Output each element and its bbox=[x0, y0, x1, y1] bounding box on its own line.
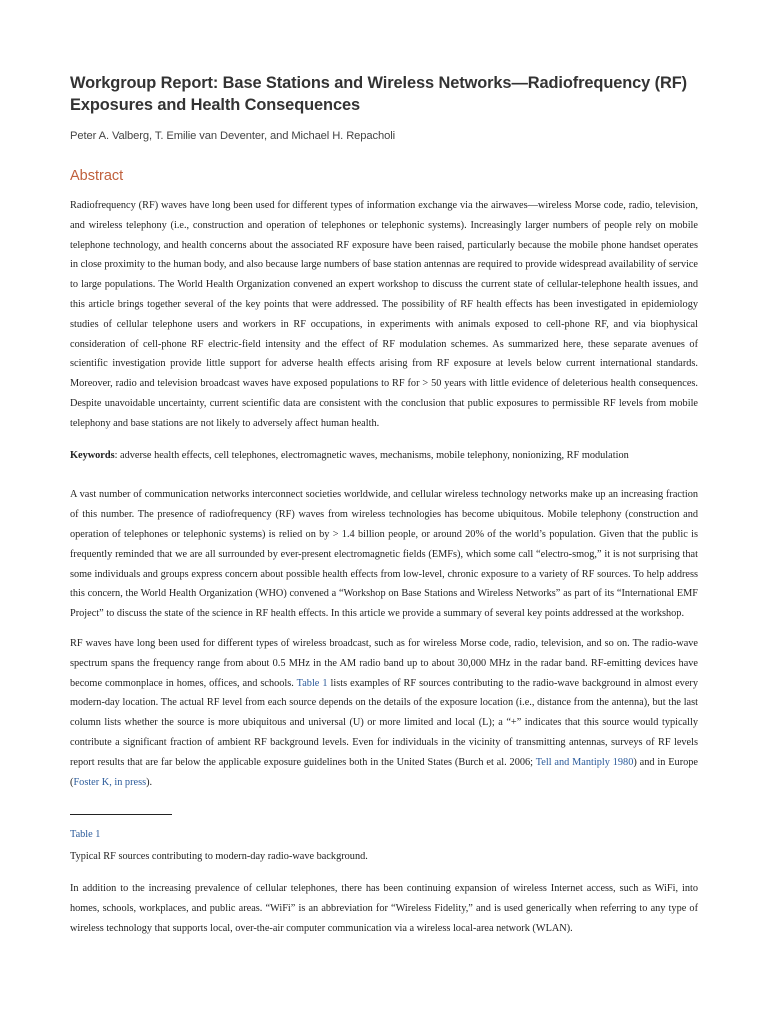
body-paragraph-3: In addition to the increasing prevalence of cellular telephones, there has been continuing expansion of wireless Internet access, such as WiFi, into homes, schools, workplaces, and public areas. “WiFi” is an abbreviation for “Wireless Fidelity,” and is used generically when referring to any type of wireless technology that supports local, over-the-air computer communication via a wireless local-area network (WLAN). bbox=[70, 882, 698, 934]
article-authors: Peter A. Valberg, T. Emilie van Deventer, and Michael H. Repacholi bbox=[70, 130, 396, 142]
body-paragraph-2 bbox=[70, 634, 698, 792]
para2-text-b: lists examples of RF sources contributing to the radio-wave background in almost every modern-day location. The actual RF level from each source depends on the details of the exposure location (i.e., distance from the antenna), but the last column lists whether the source is more ubiquitous and universal (U) or more limited and local (L); a “+” indicates that this source would typically contribute a significant fraction of ambient RF background levels. Even for individuals in the vicinity of transmitting antennas, surveys of RF levels report results that are far below the applicable exposure guidelines both in the United States (Burch et al. 2006; bbox=[70, 677, 698, 768]
article-page bbox=[70, 72, 698, 938]
table-divider bbox=[70, 814, 172, 815]
para2-text-d: ). bbox=[146, 776, 153, 788]
keywords-line bbox=[70, 446, 698, 466]
para2-text-c: ) and in Europe ( bbox=[70, 756, 698, 788]
body-paragraph-1: A vast number of communication networks interconnect societies worldwide, and cellular wireless technology networks make up an increasing fraction of this number. The presence of radiofrequency (RF) waves from wireless technologies has become ubiquitous. Mobile telephony (construction and operation of telephones or telephonic systems) is relied on by > 1.4 billion people, or around 20% of the world’s population. Given that the public is frequently reminded that we are all surrounded by ever-present electromagnetic fields (EMFs), which some call “electro-smog,” it is not surprising that some individuals and groups express concern about possible health effects from low-level, chronic exposure to a variety of RF sources. To help address this concern, the World Health Organization (WHO) convened a “Workshop on Base Stations and Wireless Networks” as part of its “International EMF Project” to discuss the state of the science in RF health effects. In this article we provide a summary of several key points addressed at the workshop. bbox=[70, 489, 698, 620]
article-title: Workgroup Report: Base Stations and Wireless Networks—Radiofrequency (RF) Exposures and Health Consequences bbox=[70, 74, 688, 114]
table-1-link[interactable]: Table 1 bbox=[296, 677, 328, 689]
table-1-label[interactable]: Table 1 bbox=[70, 829, 101, 841]
abstract-heading: Abstract bbox=[70, 168, 124, 184]
tell-mantiply-link[interactable]: Tell and Mantiply 1980 bbox=[535, 756, 634, 768]
para2-text-a: RF waves have long been used for different types of wireless broadcast, such as for wireless Morse code, radio, television, and so on. The radio-wave spectrum spans the frequency range from about 0.5 MHz in the AM radio band up to about 30,000 MHz in the radar band. RF-emitting devices have become commonplace in homes, offices, and schools. bbox=[70, 637, 698, 689]
keywords-text: : adverse health effects, cell telephones, electromagnetic waves, mechanisms, mobile telephony, nonionizing, RF modulation bbox=[114, 449, 629, 461]
abstract-text: Radiofrequency (RF) waves have long been used for different types of information exchange via the airwaves—wireless Morse code, radio, television, and wireless telephony (i.e., construction and operation of telephones or telephonic systems). Increasingly larger numbers of people rely on mobile telephone technology, and health concerns about the associated RF exposure have been raised, particularly because the mobile phone handset operates in close proximity to the human body, and also because large numbers of base station antennas are required to provide widespread availability of service to large populations. The World Health Organization convened an expert workshop to discuss the current state of cellular-telephone health issues, and this article brings together several of the key points that were addressed. The possibility of RF health effects has been investigated in epidemiology studies of cellular telephone users and workers in RF occupations, in experiments with animals exposed to cell-phone RF, and via biophysical consideration of cell-phone RF electric-field intensity and the effect of RF modulation schemes. As summarized here, these separate avenues of scientific investigation provide little support for adverse health effects arising from RF exposure at levels below current international standards. Moreover, radio and television broadcast waves have exposed populations to RF for > 50 years with little evidence of deleterious health consequences. Despite unavoidable uncertainty, current scientific data are consistent with the conclusion that public exposures to permissible RF levels from mobile telephony and base stations are not likely to adversely affect human health. bbox=[70, 200, 698, 429]
keywords-label: Keywords bbox=[70, 449, 115, 461]
table-1-caption: Typical RF sources contributing to modern-day radio-wave background. bbox=[70, 851, 368, 863]
foster-link[interactable]: Foster K, in press bbox=[73, 776, 147, 788]
